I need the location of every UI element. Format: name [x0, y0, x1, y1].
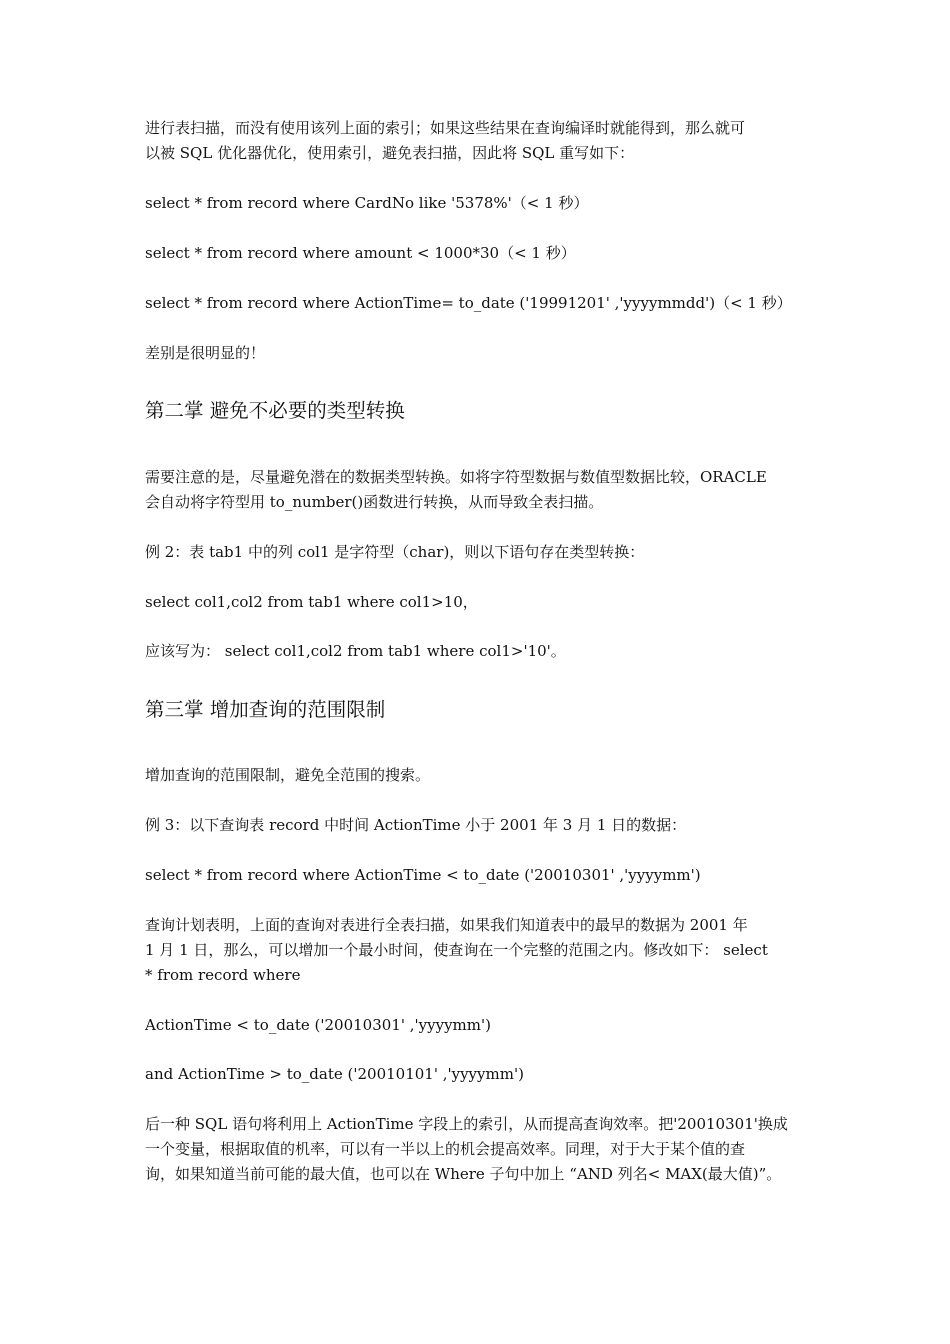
paragraph-index-usage-line-3: 询，如果知道当前可能的最大值，也可以在 Where 子句中加上 “AND 列名< MAX(最大值)”。	[145, 1165, 782, 1183]
sql-range-upper: ActionTime < to_date ('20010301' ,'yyyymm')	[145, 1016, 491, 1034]
paragraph-index-usage-line-2: 一个变量，根据取值的机率，可以有一半以上的机会提高效率。同理，对于大于某个值的查	[145, 1140, 746, 1158]
paragraph-range-limit: 增加查询的范围限制，避免全范围的搜索。	[145, 766, 431, 784]
paragraph-query-plan-line-3: * from record where	[145, 966, 301, 984]
sql-col1-numeric: select col1,col2 from tab1 where col1>10，	[145, 593, 478, 611]
sql-actiontime-date: select * from record where ActionTime= to_date ('19991201' ,'yyyymmdd')（< 1 秒）	[145, 294, 792, 312]
paragraph-index-usage-line-1: 后一种 SQL 语句将利用上 ActionTime 字段上的索引，从而提高查询效率。把'20010301'换成	[145, 1115, 788, 1133]
section-heading-2: 第二掌 避免不必要的类型转换	[145, 399, 405, 422]
paragraph-type-conversion-line-1: 需要注意的是，尽量避免潜在的数据类型转换。如将字符型数据与数值型数据比较，ORACLE	[145, 468, 767, 486]
sql-cardno-like: select * from record where CardNo like '5378%'（< 1 秒）	[145, 194, 589, 212]
paragraph-intro-line-2: 以被 SQL 优化器优化，使用索引，避免表扫描，因此将 SQL 重写如下：	[145, 144, 635, 162]
sql-amount: select * from record where amount < 1000*30（< 1 秒）	[145, 244, 576, 262]
should-write-line: 应该写为： select col1,col2 from tab1 where col1>'10'。	[145, 642, 566, 660]
paragraph-query-plan-line-1: 查询计划表明，上面的查询对表进行全表扫描，如果我们知道表中的最早的数据为 2001 年	[145, 916, 748, 934]
example-2: 例 2：表 tab1 中的列 col1 是字符型（char)，则以下语句存在类型转换：	[145, 543, 645, 561]
section-heading-3: 第三掌 增加查询的范围限制	[145, 698, 386, 721]
paragraph-type-conversion-line-2: 会自动将字符型用 to_number()函数进行转换，从而导致全表扫描。	[145, 493, 604, 511]
sql-range-lower: and ActionTime > to_date ('20010101' ,'yyyymm')	[145, 1065, 524, 1083]
paragraph-query-plan-line-2: 1 月 1 日，那么，可以增加一个最小时间，使查询在一个完整的范围之内。修改如下： select	[145, 941, 768, 959]
difference-note: 差别是很明显的！	[145, 344, 266, 362]
example-3: 例 3：以下查询表 record 中时间 ActionTime 小于 2001 年 3 月 1 日的数据：	[145, 816, 687, 834]
sql-actiontime-less: select * from record where ActionTime < to_date ('20010301' ,'yyyymm')	[145, 866, 701, 884]
paragraph-intro-line-1: 进行表扫描，而没有使用该列上面的索引；如果这些结果在查询编译时就能得到，那么就可	[145, 119, 746, 137]
